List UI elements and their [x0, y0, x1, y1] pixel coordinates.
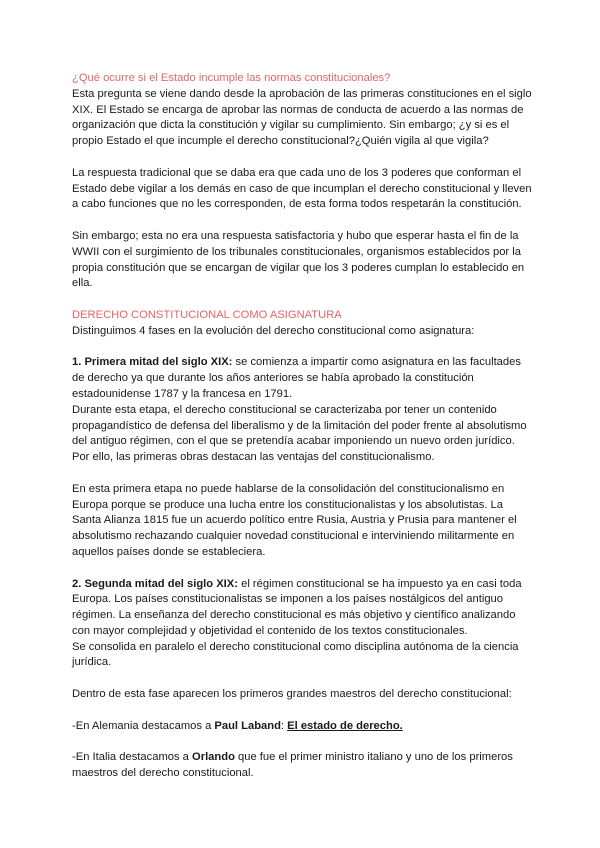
separator: :: [280, 719, 288, 732]
paragraph: Dentro de esta fase aparecen los primeros grandes maestros del derecho constitucional:: [72, 688, 512, 701]
paragraph: En esta primera etapa no puede hablarse de la consolidación del constitucionalismo en Europa porque se produce una lucha entre los constitucionalistas y los absolutistas. La Santa Alianza 1815 fue un acuerdo político entre Rusia, Austria y Prusia para mantener el absolutismo rechazando cualquier novedad constitucional e interviniendo militarmente en aquellos países donde se estableciera.: [72, 482, 517, 558]
phase-1-paragraph: [72, 355, 532, 402]
author-name: Orlando: [192, 751, 235, 764]
paragraph: Esta pregunta se viene dando desde la aprobación de las primeras constituciones en el siglo XIX. El Estado se encarga de aprobar las normas de conducta de acuerdo a las normas de organización que dicta la constitución y vigilar su cumplimiento. Sin embargo; ¿y si es el propio Estado el que incumple el derecho constitucional?¿Quién vigila al que vigila?: [72, 87, 532, 148]
phase-2-title: 2. Segunda mitad del siglo XIX:: [72, 577, 238, 590]
phase-1-text: se comienza a impartir como asignatura en las facultades de derecho ya que durante los años anteriores se había aprobado la constitución estadounidense 1787 y la francesa en 1791.: [72, 356, 521, 400]
phase-1-title: 1. Primera mitad del siglo XIX:: [72, 356, 233, 369]
section-heading-incumplimiento: ¿Qué ocurre si el Estado incumple las normas constitucionales?: [72, 72, 391, 84]
document-page: [72, 71, 532, 782]
paragraph: Durante esta etapa, el derecho constitucional se caracterizaba por tener un contenido propagandístico de defensa del liberalismo y de la limitación del poder frente al absolutismo del antiguo régimen, con el que se pretendía acabar imponiendo un nuevo orden jurídico. Por ello, las primeras obras destacan las ventajas del constitucionalismo.: [72, 403, 527, 464]
germany-prefix: -En Alemania destacamos a: [72, 719, 215, 732]
italy-paragraph: [72, 750, 532, 782]
work-title: El estado de derecho.: [287, 719, 403, 732]
phase-2-text: el régimen constitucional se ha impuesto ya en casi toda Europa. Los países constitucionalistas se imponen a los países nostálgicos del antiguo régimen. La enseñanza del derecho constitucional es más objetivo y científico analizando con mayor complejidad y objetividad el contenido de los textos constitucionales.: [72, 577, 522, 637]
section-heading-asignatura: DERECHO CONSTITUCIONAL COMO ASIGNATURA: [72, 308, 342, 321]
paragraph: Sin embargo; esta no era una respuesta satisfactoria y hubo que esperar hasta el fin de la WWII con el surgimiento de los tribunales constitucionales, organismos establecidos por la propia constitución que se encargan de vigilar que los 3 poderes cumplan lo establecido en ella.: [72, 229, 525, 290]
italy-prefix: -En Italia destacamos a: [72, 751, 193, 764]
italy-suffix: que fue el primer ministro italiano y uno de los primeros maestros del derecho constitucional.: [72, 751, 513, 780]
paragraph: Distinguimos 4 fases en la evolución del derecho constitucional como asignatura:: [72, 324, 475, 337]
paragraph: La respuesta tradicional que se daba era que cada uno de los 3 poderes que conforman el Estado debe vigilar a los demás en caso de que incumplan el derecho constitucional y lleven a cabo funciones que no les corresponden, de esta forma todos respetarán la constitución.: [72, 166, 532, 211]
phase-2-paragraph: [72, 577, 532, 640]
paragraph: Se consolida en paralelo el derecho constitucional como disciplina autónoma de la ciencia jurídica.: [72, 640, 519, 669]
germany-paragraph: [72, 719, 532, 735]
author-name: Paul Laband: [214, 719, 281, 732]
